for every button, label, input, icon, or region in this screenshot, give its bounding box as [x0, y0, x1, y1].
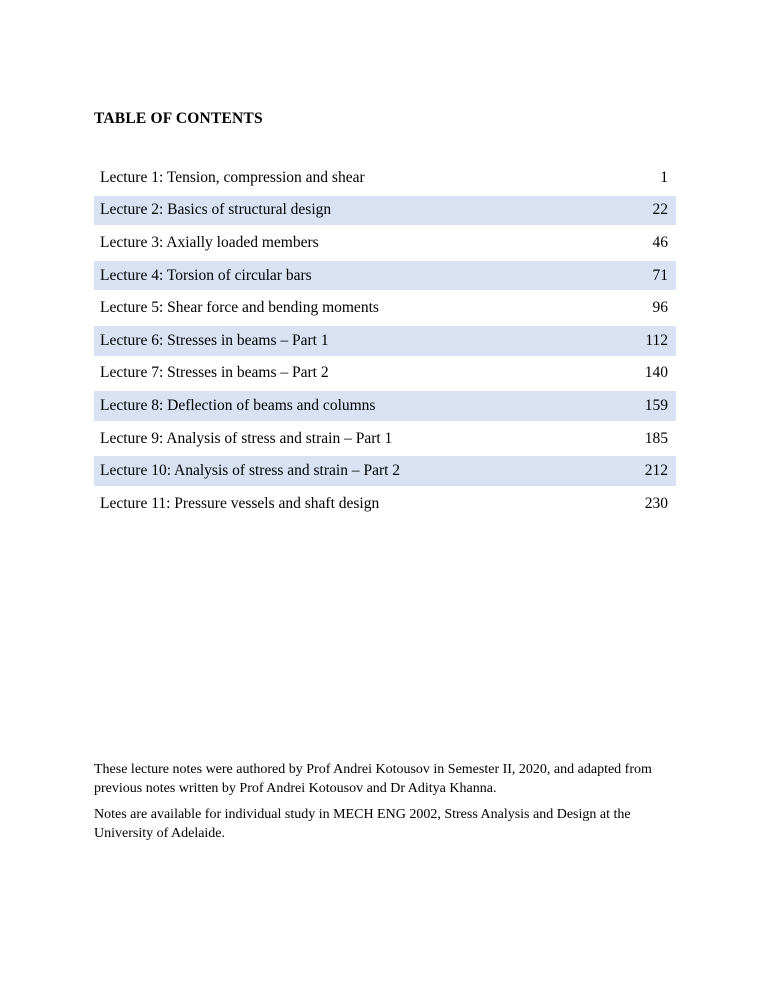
toc-entry-label: Lecture 5: Shear force and bending moments — [100, 299, 379, 317]
toc-row-lecture-7 — [94, 359, 676, 389]
toc-row-lecture-3 — [94, 228, 676, 258]
toc-row-lecture-11 — [94, 489, 676, 519]
toc-page-number: 230 — [644, 494, 668, 512]
toc-page-number: 212 — [644, 462, 668, 480]
toc-page-number: 96 — [652, 299, 668, 317]
toc-entry-label: Lecture 3: Axially loaded members — [100, 233, 319, 251]
toc-row-lecture-10 — [94, 456, 676, 486]
paragraph-line: These lecture notes were authored by Prof Andrei Kotousov in Semester II, 2020, and adapted from — [94, 762, 652, 777]
toc-row-lecture-2 — [94, 196, 676, 226]
toc-entry-label: Lecture 2: Basics of structural design — [100, 201, 332, 219]
toc-page-number: 185 — [644, 429, 668, 447]
toc-row-lecture-1 — [94, 163, 676, 193]
paragraph-line: previous notes written by Prof Andrei Kotousov and Dr Aditya Khanna. — [94, 781, 497, 796]
authorship-note — [94, 760, 694, 850]
toc-row-lecture-9 — [94, 424, 676, 454]
toc-page-number: 159 — [644, 396, 668, 414]
availability-paragraph — [94, 805, 694, 843]
toc-entry-label: Lecture 1: Tension, compression and shear — [100, 168, 365, 186]
toc-entry-label: Lecture 10: Analysis of stress and strain – Part 2 — [100, 462, 401, 480]
toc-entry-label: Lecture 9: Analysis of stress and strain – Part 1 — [100, 429, 393, 447]
toc-page-number: 112 — [645, 331, 668, 349]
toc-entry-label: Lecture 8: Deflection of beams and columns — [100, 396, 376, 414]
authorship-paragraph — [94, 760, 694, 798]
toc-page-number: 46 — [652, 233, 668, 251]
toc-page-number: 71 — [652, 266, 668, 284]
toc-entry-label: Lecture 7: Stresses in beams – Part 2 — [100, 364, 329, 382]
toc-row-lecture-8 — [94, 391, 676, 421]
toc-row-lecture-5 — [94, 293, 676, 323]
toc-entry-label: Lecture 4: Torsion of circular bars — [100, 266, 312, 284]
toc-entry-label: Lecture 6: Stresses in beams – Part 1 — [100, 331, 329, 349]
toc-page-number: 140 — [644, 364, 668, 382]
toc-page-number: 22 — [652, 201, 668, 219]
page-title: TABLE OF CONTENTS — [94, 110, 263, 127]
toc-row-lecture-4 — [94, 261, 676, 291]
toc-entry-label: Lecture 11: Pressure vessels and shaft design — [100, 494, 380, 512]
paragraph-line: Notes are available for individual study in MECH ENG 2002, Stress Analysis and Design at the — [94, 807, 631, 822]
paragraph-line: University of Adelaide. — [94, 826, 226, 841]
toc-page-number: 1 — [660, 168, 668, 186]
table-of-contents — [94, 163, 676, 522]
toc-row-lecture-6 — [94, 326, 676, 356]
